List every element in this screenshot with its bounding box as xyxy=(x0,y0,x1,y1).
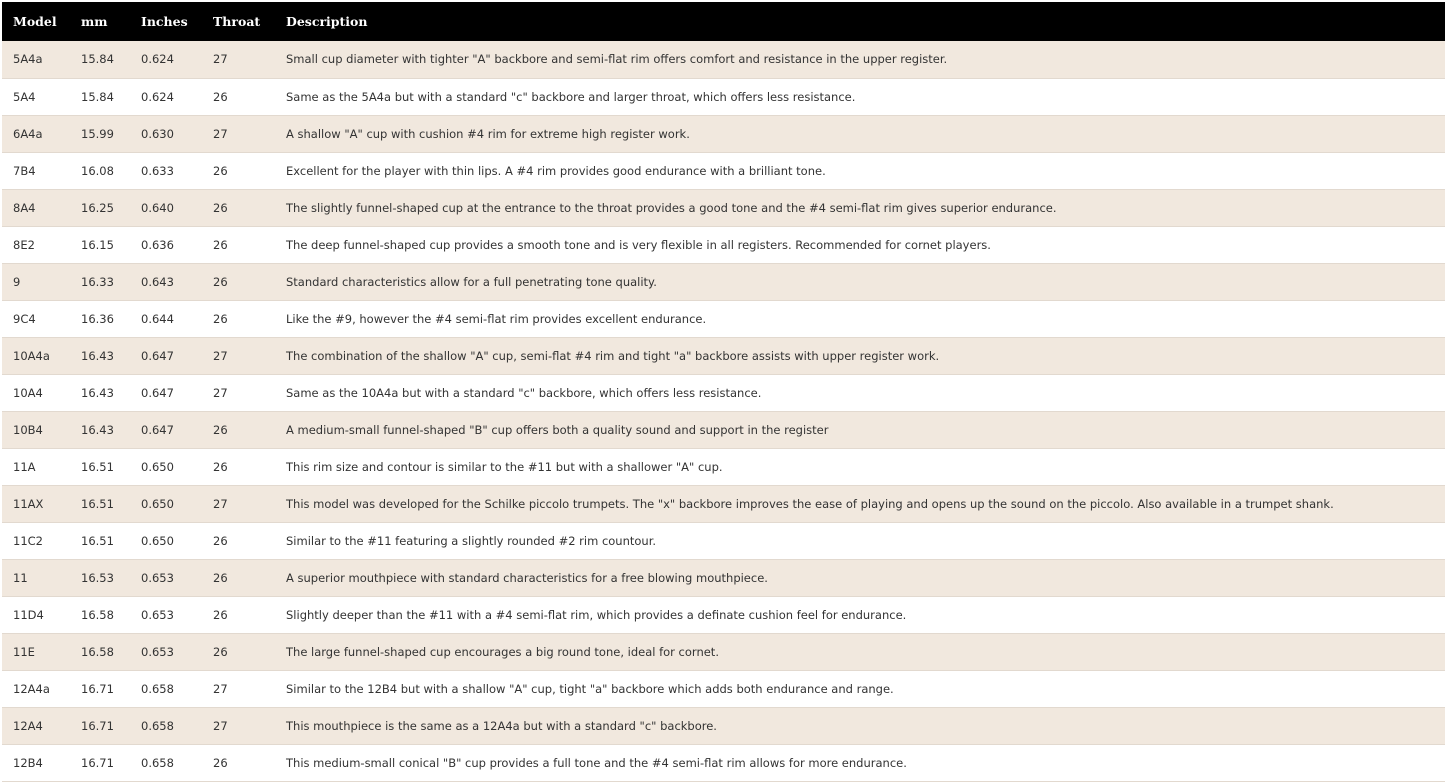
cell-inches: 0.650 xyxy=(130,485,202,522)
cell-mm: 16.36 xyxy=(70,300,130,337)
cell-model: 12A4a xyxy=(2,670,70,707)
table-row xyxy=(2,633,1445,670)
table-body xyxy=(2,41,1445,781)
cell-inches: 0.630 xyxy=(130,115,202,152)
cell-mm: 16.51 xyxy=(70,485,130,522)
table-row xyxy=(2,152,1445,189)
cell-inches: 0.643 xyxy=(130,263,202,300)
cell-description: A medium-small funnel-shaped "B" cup offers both a quality sound and support in the register xyxy=(275,411,1445,448)
cell-mm: 15.84 xyxy=(70,78,130,115)
cell-model: 5A4a xyxy=(2,41,70,78)
header-inches: Inches xyxy=(141,14,188,29)
cell-inches: 0.653 xyxy=(130,596,202,633)
cell-model: 11A xyxy=(2,448,70,485)
cell-throat: 26 xyxy=(202,263,275,300)
cell-mm: 16.71 xyxy=(70,707,130,744)
cell-description: This model was developed for the Schilke piccolo trumpets. The "x" backbore improves the ease of playing and opens up the sound on the piccolo. Also available in a trumpet shank. xyxy=(275,485,1445,522)
cell-throat: 26 xyxy=(202,300,275,337)
cell-inches: 0.624 xyxy=(130,78,202,115)
cell-model: 8E2 xyxy=(2,226,70,263)
cell-inches: 0.647 xyxy=(130,337,202,374)
table-row xyxy=(2,115,1445,152)
table-row xyxy=(2,559,1445,596)
cell-description: Like the #9, however the #4 semi-flat rim provides excellent endurance. xyxy=(275,300,1445,337)
cell-mm: 16.51 xyxy=(70,448,130,485)
header-throat: Throat xyxy=(213,14,261,29)
cell-description: The deep funnel-shaped cup provides a smooth tone and is very flexible in all registers. Recommended for cornet players. xyxy=(275,226,1445,263)
cell-mm: 16.58 xyxy=(70,633,130,670)
cell-model: 11AX xyxy=(2,485,70,522)
cell-inches: 0.658 xyxy=(130,707,202,744)
table-row xyxy=(2,300,1445,337)
table-row xyxy=(2,670,1445,707)
table-row xyxy=(2,78,1445,115)
cell-throat: 26 xyxy=(202,633,275,670)
cell-inches: 0.653 xyxy=(130,633,202,670)
table-row xyxy=(2,411,1445,448)
cell-mm: 15.99 xyxy=(70,115,130,152)
table-row xyxy=(2,263,1445,300)
cell-description: A superior mouthpiece with standard characteristics for a free blowing mouthpiece. xyxy=(275,559,1445,596)
cell-description: A shallow "A" cup with cushion #4 rim for extreme high register work. xyxy=(275,115,1445,152)
table-row xyxy=(2,41,1445,78)
cell-model: 12A4 xyxy=(2,707,70,744)
cell-inches: 0.647 xyxy=(130,374,202,411)
cell-description: Same as the 10A4a but with a standard "c" backbore, which offers less resistance. xyxy=(275,374,1445,411)
cell-mm: 16.25 xyxy=(70,189,130,226)
cell-mm: 16.08 xyxy=(70,152,130,189)
cell-model: 9C4 xyxy=(2,300,70,337)
cell-mm: 16.15 xyxy=(70,226,130,263)
cell-description: Similar to the #11 featuring a slightly rounded #2 rim countour. xyxy=(275,522,1445,559)
table-row xyxy=(2,707,1445,744)
cell-description: This medium-small conical "B" cup provides a full tone and the #4 semi-flat rim allows for more endurance. xyxy=(275,744,1445,781)
cell-throat: 27 xyxy=(202,337,275,374)
cell-mm: 16.71 xyxy=(70,744,130,781)
cell-throat: 26 xyxy=(202,744,275,781)
cell-description: This rim size and contour is similar to the #11 but with a shallower "A" cup. xyxy=(275,448,1445,485)
cell-description: Similar to the 12B4 but with a shallow "A" cup, tight "a" backbore which adds both endurance and range. xyxy=(275,670,1445,707)
cell-model: 8A4 xyxy=(2,189,70,226)
cell-model: 7B4 xyxy=(2,152,70,189)
table-row xyxy=(2,744,1445,781)
cell-mm: 16.51 xyxy=(70,522,130,559)
cell-inches: 0.653 xyxy=(130,559,202,596)
cell-throat: 26 xyxy=(202,448,275,485)
cell-description: Standard characteristics allow for a full penetrating tone quality. xyxy=(275,263,1445,300)
cell-model: 11C2 xyxy=(2,522,70,559)
cell-inches: 0.650 xyxy=(130,448,202,485)
header-mm: mm xyxy=(81,14,108,29)
cell-inches: 0.644 xyxy=(130,300,202,337)
header-row xyxy=(2,2,1445,41)
cell-throat: 27 xyxy=(202,374,275,411)
cell-description: Slightly deeper than the #11 with a #4 semi-flat rim, which provides a definate cushion feel for endurance. xyxy=(275,596,1445,633)
cell-description: The large funnel-shaped cup encourages a big round tone, ideal for cornet. xyxy=(275,633,1445,670)
cell-model: 6A4a xyxy=(2,115,70,152)
cell-inches: 0.636 xyxy=(130,226,202,263)
table-header xyxy=(2,2,1445,41)
cell-model: 11D4 xyxy=(2,596,70,633)
cell-description: Excellent for the player with thin lips. A #4 rim provides good endurance with a brilliant tone. xyxy=(275,152,1445,189)
cell-throat: 26 xyxy=(202,226,275,263)
cell-model: 10A4 xyxy=(2,374,70,411)
cell-inches: 0.658 xyxy=(130,744,202,781)
cell-throat: 27 xyxy=(202,41,275,78)
cell-throat: 27 xyxy=(202,485,275,522)
cell-throat: 26 xyxy=(202,411,275,448)
cell-throat: 26 xyxy=(202,559,275,596)
table-row xyxy=(2,374,1445,411)
cell-inches: 0.624 xyxy=(130,41,202,78)
cell-model: 5A4 xyxy=(2,78,70,115)
cell-throat: 26 xyxy=(202,78,275,115)
cell-model: 12B4 xyxy=(2,744,70,781)
cell-mm: 16.43 xyxy=(70,374,130,411)
table-row xyxy=(2,485,1445,522)
cell-inches: 0.647 xyxy=(130,411,202,448)
cell-throat: 26 xyxy=(202,189,275,226)
mouthpiece-table-container xyxy=(2,2,1445,782)
cell-mm: 16.71 xyxy=(70,670,130,707)
cell-throat: 27 xyxy=(202,707,275,744)
cell-throat: 27 xyxy=(202,670,275,707)
cell-model: 11E xyxy=(2,633,70,670)
cell-inches: 0.658 xyxy=(130,670,202,707)
cell-model: 11 xyxy=(2,559,70,596)
cell-mm: 16.53 xyxy=(70,559,130,596)
cell-mm: 16.33 xyxy=(70,263,130,300)
cell-throat: 26 xyxy=(202,596,275,633)
mouthpiece-specs-table xyxy=(2,2,1445,782)
cell-model: 9 xyxy=(2,263,70,300)
cell-throat: 26 xyxy=(202,522,275,559)
cell-description: The slightly funnel-shaped cup at the entrance to the throat provides a good tone and the #4 semi-flat rim gives superior endurance. xyxy=(275,189,1445,226)
table-row xyxy=(2,596,1445,633)
cell-description: This mouthpiece is the same as a 12A4a but with a standard "c" backbore. xyxy=(275,707,1445,744)
table-row xyxy=(2,226,1445,263)
cell-description: Small cup diameter with tighter "A" backbore and semi-flat rim offers comfort and resistance in the upper register. xyxy=(275,41,1445,78)
table-row xyxy=(2,189,1445,226)
cell-description: Same as the 5A4a but with a standard "c" backbore and larger throat, which offers less resistance. xyxy=(275,78,1445,115)
header-description: Description xyxy=(286,14,368,29)
cell-inches: 0.640 xyxy=(130,189,202,226)
cell-description: The combination of the shallow "A" cup, semi-flat #4 rim and tight "a" backbore assists with upper register work. xyxy=(275,337,1445,374)
cell-mm: 16.43 xyxy=(70,411,130,448)
table-row xyxy=(2,522,1445,559)
table-row xyxy=(2,448,1445,485)
cell-mm: 16.58 xyxy=(70,596,130,633)
cell-throat: 27 xyxy=(202,115,275,152)
cell-mm: 16.43 xyxy=(70,337,130,374)
cell-inches: 0.650 xyxy=(130,522,202,559)
cell-throat: 26 xyxy=(202,152,275,189)
table-row xyxy=(2,337,1445,374)
cell-model: 10A4a xyxy=(2,337,70,374)
cell-model: 10B4 xyxy=(2,411,70,448)
cell-inches: 0.633 xyxy=(130,152,202,189)
cell-mm: 15.84 xyxy=(70,41,130,78)
header-model: Model xyxy=(13,14,57,29)
